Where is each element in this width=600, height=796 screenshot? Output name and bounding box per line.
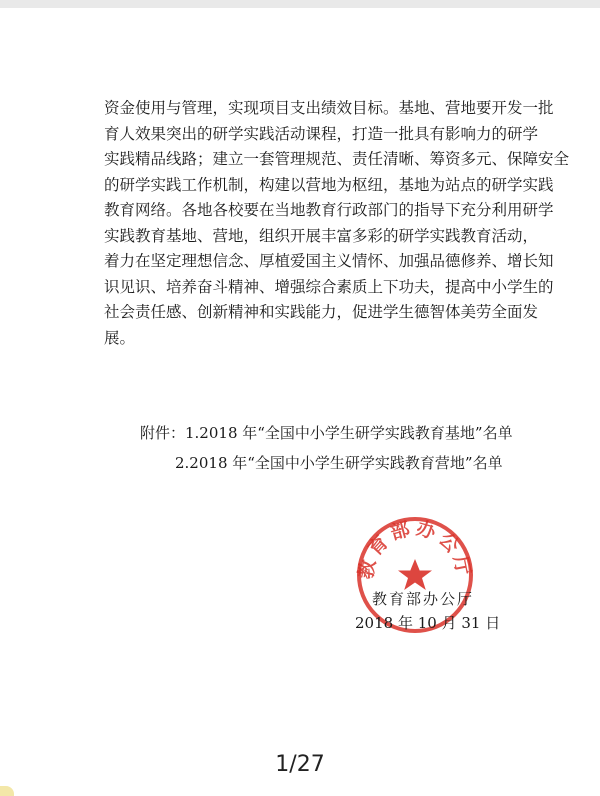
body-line: 着力在坚定理想信念、厚植爱国主义情怀、加强品德修养、增长知	[104, 252, 554, 270]
body-line: 识见识、培养奋斗精神、增强综合素质上下功夫，提高中小学生的	[104, 277, 554, 296]
document-body	[104, 96, 570, 351]
body-line: 社会责任感、创新精神和实践能力，促进学生德智体美劳全面发	[104, 303, 539, 321]
page-indicator: 1/27	[275, 752, 325, 777]
body-line: 教育网络。各地各校要在当地教育行政部门的指导下充分利用研学	[104, 201, 554, 219]
body-line: 的研学实践工作机制，构建以营地为枢纽，基地为站点的研学实践	[104, 175, 554, 194]
seal-star-icon	[398, 559, 432, 590]
attachment-line-2: 2.2018 年“全国中小学生研学实践教育营地”名单	[175, 454, 503, 472]
seal-arc-text: 教育部办公厅	[355, 517, 475, 581]
body-line: 实践教育基地、营地，组织开展丰富多彩的研学实践教育活动，	[104, 226, 539, 245]
viewer-top-band	[0, 0, 600, 8]
body-line: 展。	[104, 328, 136, 347]
body-line: 实践精品线路；建立一套管理规范、责任清晰、筹资多元、保障安全	[104, 150, 570, 168]
body-line: 资金使用与管理，实现项目支出绩效目标。基地、营地要开发一批	[104, 99, 554, 117]
attachment-line-1: 附件：1.2018 年“全国中小学生研学实践教育基地”名单	[140, 424, 513, 442]
issue-date: 2018 年 10 月 31 日	[355, 614, 501, 632]
viewer-pager-bar	[0, 736, 600, 796]
issuer-name: 教育部办公厅	[372, 590, 475, 608]
body-line: 育人效果突出的研学实践活动课程，打造一批具有影响力的研学	[104, 124, 539, 143]
